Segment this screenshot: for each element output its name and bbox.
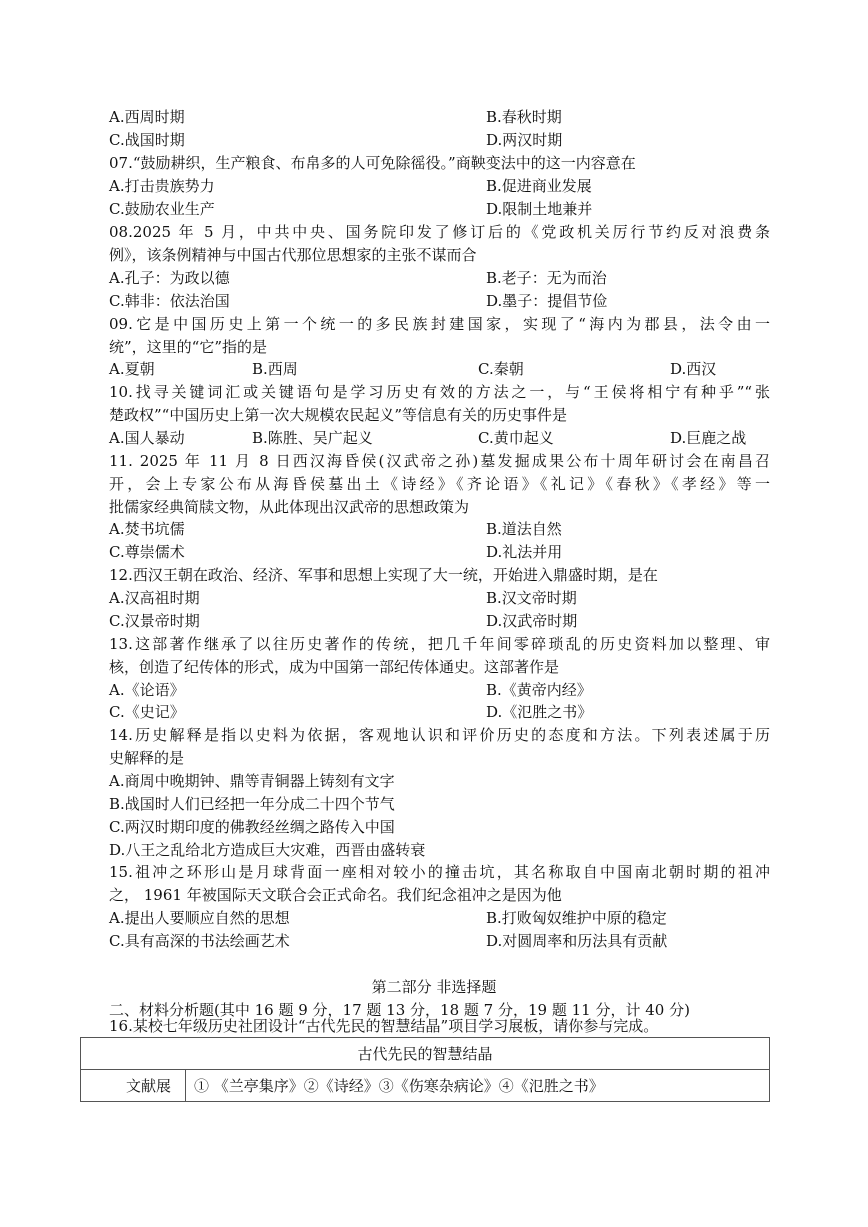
exhibit-row-label: 文献展 bbox=[81, 1070, 186, 1102]
q15-option-c: C.具有高深的书法绘画艺术 bbox=[109, 932, 290, 950]
q13-option-c: C.《史记》 bbox=[109, 703, 185, 721]
q14-stem-line1: 14.历史解释是指以史料为依据，客观地认识和评价历史的态度和方法。下列表述属于历 bbox=[109, 726, 770, 744]
exhibit-table bbox=[80, 1037, 770, 1102]
q12-option-a: A.汉高祖时期 bbox=[109, 589, 200, 607]
q16-stem: 16.某校七年级历史社团设计“古代先民的智慧结晶”项目学习展板，请你参与完成。 bbox=[109, 1017, 659, 1035]
q13-stem-line2: 核，创造了纪传体的形式，成为中国第一部纪传体通史。这部著作是 bbox=[109, 658, 560, 676]
exhibit-table-title: 古代先民的智慧结晶 bbox=[81, 1038, 770, 1070]
q11-option-b: B.道法自然 bbox=[486, 520, 562, 538]
q7-stem: 07.“鼓励耕织，生产粮食、布帛多的人可免除徭役。”商鞅变法中的这一内容意在 bbox=[109, 154, 636, 172]
q15-option-b: B.打败匈奴维护中原的稳定 bbox=[486, 909, 667, 927]
q12-option-b: B.汉文帝时期 bbox=[486, 589, 577, 607]
table-row bbox=[81, 1038, 770, 1070]
q6-option-b: B.春秋时期 bbox=[486, 108, 562, 126]
q14-option-d: D.八王之乱给北方造成巨大灾难，西晋由盛转衰 bbox=[109, 841, 426, 859]
q11-option-d: D.礼法并用 bbox=[486, 543, 563, 561]
q9-option-a: A.夏朝 bbox=[109, 360, 155, 378]
q7-option-a: A.打击贵族势力 bbox=[109, 177, 215, 195]
q7-option-c: C.鼓励农业生产 bbox=[109, 200, 215, 218]
q14-option-b: B.战国时人们已经把一年分成二十四个节气 bbox=[109, 795, 395, 813]
q8-option-a: A.孔子：为政以德 bbox=[109, 269, 230, 287]
q9-stem-line2: 统”，这里的“它”指的是 bbox=[109, 338, 268, 356]
exhibit-row-content: ① 《兰亭集序》②《诗经》③《伤寒杂病论》④《氾胜之书》 bbox=[186, 1070, 770, 1102]
q8-option-b: B.老子：无为而治 bbox=[486, 269, 607, 287]
q11-option-a: A.焚书坑儒 bbox=[109, 520, 185, 538]
q10-stem-line2: 楚政权”“中国历史上第一次大规模农民起义”等信息有关的历史事件是 bbox=[109, 406, 568, 424]
q11-stem-line2: 开，会上专家公布从海昏侯墓出土《诗经》《齐论语》《礼记》《春秋》《孝经》等一 bbox=[109, 475, 770, 493]
q9-option-c: C.秦朝 bbox=[478, 360, 524, 378]
q15-option-a: A.提出人要顺应自然的思想 bbox=[109, 909, 290, 927]
part-two-title: 第二部分 非选择题 bbox=[371, 978, 497, 996]
q15-stem-line1: 15.祖冲之环形山是月球背面一座相对较小的撞击坑，其名称取自中国南北朝时期的祖冲 bbox=[109, 863, 770, 881]
q15-option-d: D.对圆周率和历法具有贡献 bbox=[486, 932, 668, 950]
q6-option-d: D.两汉时期 bbox=[486, 131, 563, 149]
q9-stem-line1: 09.它是中国历史上第一个统一的多民族封建国家，实现了“海内为郡县，法令由一 bbox=[109, 315, 770, 333]
section-two-heading: 二、材料分析题(其中 16 题 9 分，17 题 13 分，18 题 7 分，19 题 11 分，计 40 分) bbox=[109, 1001, 690, 1019]
q12-option-d: D.汉武帝时期 bbox=[486, 612, 578, 630]
q7-option-b: B.促进商业发展 bbox=[486, 177, 592, 195]
q14-option-a: A.商周中晚期钟、鼎等青铜器上铸刻有文字 bbox=[109, 772, 395, 790]
table-row bbox=[81, 1070, 770, 1102]
q10-stem-line1: 10.找寻关键词汇或关键语句是学习历史有效的方法之一，与“王侯将相宁有种乎”“张 bbox=[109, 383, 770, 401]
q11-stem-line1: 11. 2025 年 11 月 8 日西汉海昏侯(汉武帝之孙)墓发掘成果公布十周年研讨会在南昌召 bbox=[109, 452, 770, 470]
q11-stem-line3: 批儒家经典简牍文物，从此体现出汉武帝的思想政策为 bbox=[109, 498, 470, 516]
q10-option-d: D.巨鹿之战 bbox=[670, 429, 747, 447]
q14-option-c: C.两汉时期印度的佛教经丝绸之路传入中国 bbox=[109, 818, 395, 836]
q8-option-d: D.墨子：提倡节俭 bbox=[486, 292, 608, 310]
q13-option-a: A.《论语》 bbox=[109, 681, 185, 699]
q10-option-b: B.陈胜、吴广起义 bbox=[252, 429, 373, 447]
q7-option-d: D.限制土地兼并 bbox=[486, 200, 593, 218]
q14-stem-line2: 史解释的是 bbox=[109, 749, 185, 767]
q10-option-a: A.国人暴动 bbox=[109, 429, 185, 447]
q15-stem-line2: 之， 1961 年被国际天文联合会正式命名。我们纪念祖冲之是因为他 bbox=[109, 886, 562, 904]
q8-stem-line2: 例》，该条例精神与中国古代那位思想家的主张不谋而合 bbox=[109, 246, 477, 264]
q13-stem-line1: 13.这部著作继承了以往历史著作的传统，把几千年间零碎琐乱的历史资料加以整理、审 bbox=[109, 635, 770, 653]
q12-stem: 12.西汉王朝在政治、经济、军事和思想上实现了大一统，开始进入鼎盛时期，是在 bbox=[109, 566, 658, 584]
q9-option-b: B.西周 bbox=[252, 360, 298, 378]
q8-option-c: C.韩非：依法治国 bbox=[109, 292, 230, 310]
q13-option-d: D.《氾胜之书》 bbox=[486, 703, 593, 721]
q9-option-d: D.西汉 bbox=[670, 360, 717, 378]
q6-option-a: A.西周时期 bbox=[109, 108, 185, 126]
q11-option-c: C.尊崇儒术 bbox=[109, 543, 185, 561]
q10-option-c: C.黄巾起义 bbox=[478, 429, 554, 447]
q12-option-c: C.汉景帝时期 bbox=[109, 612, 200, 630]
q6-option-c: C.战国时期 bbox=[109, 131, 185, 149]
q13-option-b: B.《黄帝内经》 bbox=[486, 681, 592, 699]
q8-stem-line1: 08.2025 年 5 月，中共中央、国务院印发了修订后的《党政机关厉行节约反对浪费条 bbox=[109, 223, 770, 241]
